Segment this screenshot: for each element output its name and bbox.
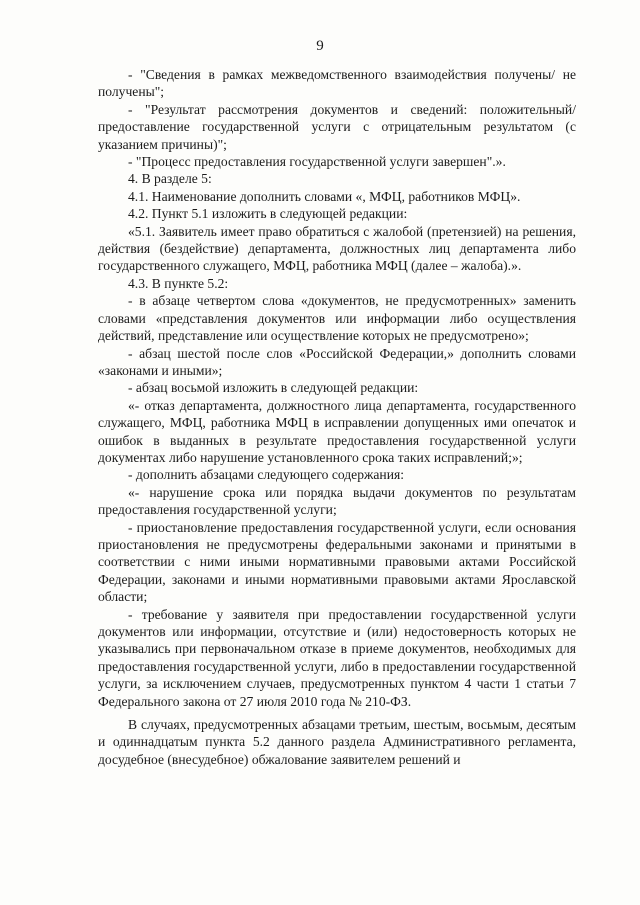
paragraph-9: - в абзаце четвертом слова «документов, не предусмотренных» заменить словами «представления документов или информации либо осуществления действий, представление или осуществление которых не предусмотрено»; [98,293,576,344]
page-number: 9 [316,38,324,54]
paragraph-17: В случаях, предусмотренных абзацами третьим, шестым, восьмым, десятым и одиннадцатым пункта 5.2 данного раздела Административного регламента, досудебное (внесудебное) обжалование заявителем решений и [98,717,576,767]
paragraph-5: 4.1. Наименование дополнить словами «, МФЦ, работников МФЦ». [128,188,521,204]
paragraph-8: 4.3. В пункте 5.2: [128,275,229,291]
paragraph-15: - приостановление предоставления государственной услуги, если основания приостановления не предусмотрены федеральными законами и принятыми в соответствии с ними иными нормативными правовыми актами Российской Федерации, законами и иными нормативными правовыми актами Ярославской области; [98,519,576,605]
document-body [98,66,576,768]
paragraph-3: - "Процесс предоставления государственной услуги завершен".». [128,154,506,170]
paragraph-4: 4. В разделе 5: [128,171,212,187]
paragraph-7: «5.1. Заявитель имеет право обратиться с жалобой (претензией) на решения, действия (бездействие) департамента, должностных лиц департамента либо государственного служащего, МФЦ, работника МФЦ (далее – жалоба).». [98,223,576,274]
paragraph-13: - дополнить абзацами следующего содержания: [128,467,405,483]
paragraph-6: 4.2. Пункт 5.1 изложить в следующей редакции: [128,206,408,222]
paragraph-12: «- отказ департамента, должностного лица департамента, государственного служащего, МФЦ, работника МФЦ в исправлении допущенных ими опечаток и ошибок в выданных в результате предоставления государственной услуги документах либо нарушение установленного срока таких исправлений;»; [98,397,576,465]
paragraph-2: - "Результат рассмотрения документов и сведений: положительный/ предоставление государственной услуги с отрицательным результатом (с указанием причины)"; [98,101,576,152]
paragraph-16: - требование у заявителя при предоставлении государственной услуги документов или информации, отсутствие и (или) недостоверность которых не указывались при первоначальном отказе в приеме документов, необходимых для предоставления государственной услуги, либо в предоставлении государственной услуги, за исключением случаев, предусмотренных пунктом 4 части 1 статьи 7 Федерального закона от 27 июля 2010 года № 210-ФЗ. [98,606,576,709]
paragraph-1: - "Сведения в рамках межведомственного взаимодействия получены/ не получены"; [98,67,576,100]
paragraph-11: - абзац восьмой изложить в следующей редакции: [128,380,419,396]
paragraph-14: «- нарушение срока или порядка выдачи документов по результатам предоставления государственной услуги; [98,484,576,518]
paragraph-10: - абзац шестой после слов «Российской Федерации,» дополнить словами «законами и иными»; [98,345,576,378]
